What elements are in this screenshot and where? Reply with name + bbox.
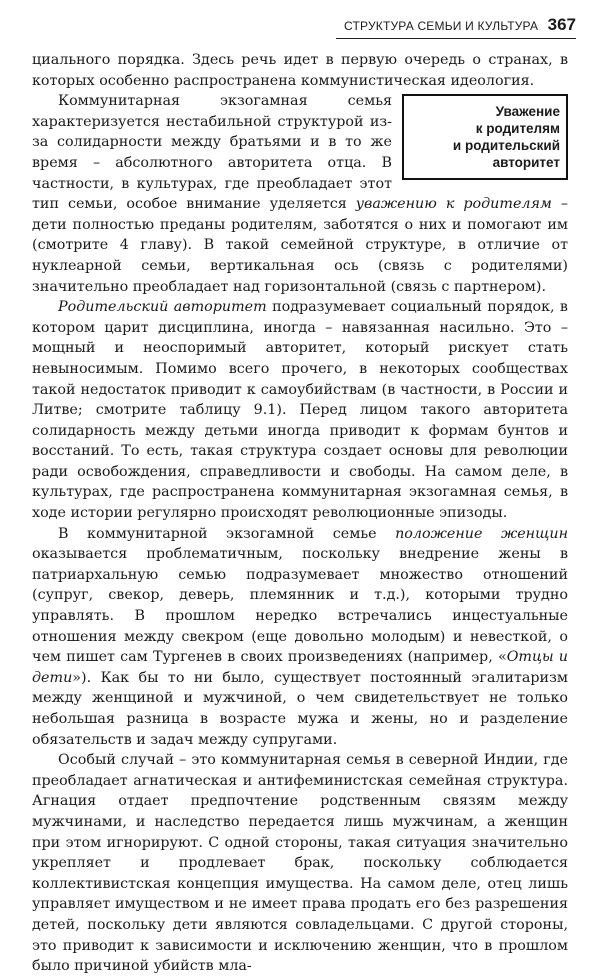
paragraph-3 bbox=[32, 297, 568, 524]
page-body bbox=[32, 50, 568, 977]
paragraph-4-emphasis-2: Отцы и дети bbox=[32, 649, 568, 686]
paragraph-4-text-c: »). Как бы то ни было, существует постоянный эгалитаризм между женщиной и мужчиной, о чем свидетельствует не только небольшая разница в возрасте мужа и жены, но и разделение обязательств и задач между супругами. bbox=[32, 669, 568, 748]
paragraph-3-text: подразумевает социальный порядок, в котором царит дисциплина, иногда – навязанная насильно. Это – мощный и неоспоримый авторитет, который рискует стать невыносимым. Помимо всего прочего, в некоторых сообществах такой недостаток приводит к самоубийствам (в частности, в России и Литве; смотрите таблицу 9.1). Перед лицом такого авторитета солидарность между детьми иногда приводит к формам бунтов и восстаний. То есть, такая структура создает основы для революции ради освобождения, справедливости и свободы. На самом деле, в культурах, где распространена коммунитарная экзогамная семья, в ходе истории регулярно происходят революционные эпизоды. bbox=[32, 299, 568, 522]
sidebar-line-4: авторитет bbox=[492, 155, 560, 171]
sidebar-line-1: Уважение bbox=[495, 104, 560, 120]
paragraph-3-emphasis: Родительский авторитет bbox=[58, 299, 267, 316]
paragraph-4-text-a: В коммунитарной экзогамной семье bbox=[58, 525, 396, 542]
running-header bbox=[336, 16, 576, 39]
sidebar-line-3: и родительский bbox=[452, 138, 560, 154]
page-number: 367 bbox=[547, 15, 576, 34]
paragraph-2-emphasis: уважению к родителям bbox=[355, 196, 552, 213]
paragraph-2 bbox=[32, 91, 568, 297]
paragraph-2-text-a: Коммунитарная экзогамная семья характеризуется нестабильной структурой из-за солидарности между братьями и в то же время – абсолютного авторитета отца. В частности, в культурах, где преобладает этот тип семьи, особое внимание уделяется bbox=[32, 93, 392, 213]
sidebar-line-2: к родителям bbox=[475, 121, 560, 137]
paragraph-5: Особый случай – это коммунитарная семья в северной Индии, где преобладает агнатическая и антифеминистская семейная структура. Агнация отдает предпочтение родственным связям между мужчинами, и наследство передается лишь мужчинам, а женщин при этом игнорируют. С одной стороны, такая ситуация значительно укрепляет и продлевает брак, поскольку соблюдается коллективистская концепция имущества. На самом деле, отец лишь управляет имуществом и не имеет права продать его без разрешения детей, поскольку дети являются совладельцами. С другой стороны, это приводит к зависимости и исключению женщин, что в прошлом было причиной убийств мла- bbox=[32, 752, 568, 975]
paragraph-4 bbox=[32, 524, 568, 751]
paragraph-1: циального порядка. Здесь речь идет в первую очередь о странах, в которых особенно распространена коммунистическая идеология. bbox=[32, 52, 568, 89]
running-header-title: СТРУКТУРА СЕМЬИ И КУЛЬТУРА bbox=[344, 19, 539, 33]
paragraph-2-text-b: – дети полностью преданы родителям, заботятся о них и помогают им (смотрите 4 главу). В такой семейной структуре, в отличие от нуклеарной семьи, вертикальная ось (связь с родителями) значительно преобладает над горизонтальной (связь с партнером). bbox=[32, 196, 568, 295]
paragraph-4-emphasis-1: положение женщин bbox=[395, 525, 569, 542]
sidebar-note bbox=[402, 94, 568, 180]
paragraph-4-text-b: оказывается проблематичным, поскольку внедрение жены в патриархальную семью подразумевает множество отношений (супруг, свекор, деверь, племянник и т.д.), которыми трудно управлять. В прошлом нередко встречались инцестуальные отношения между свекром (еще довольно молодым) и невесткой, о чем пишет сам Тургенев в своих произведениях (например, « bbox=[32, 546, 568, 666]
